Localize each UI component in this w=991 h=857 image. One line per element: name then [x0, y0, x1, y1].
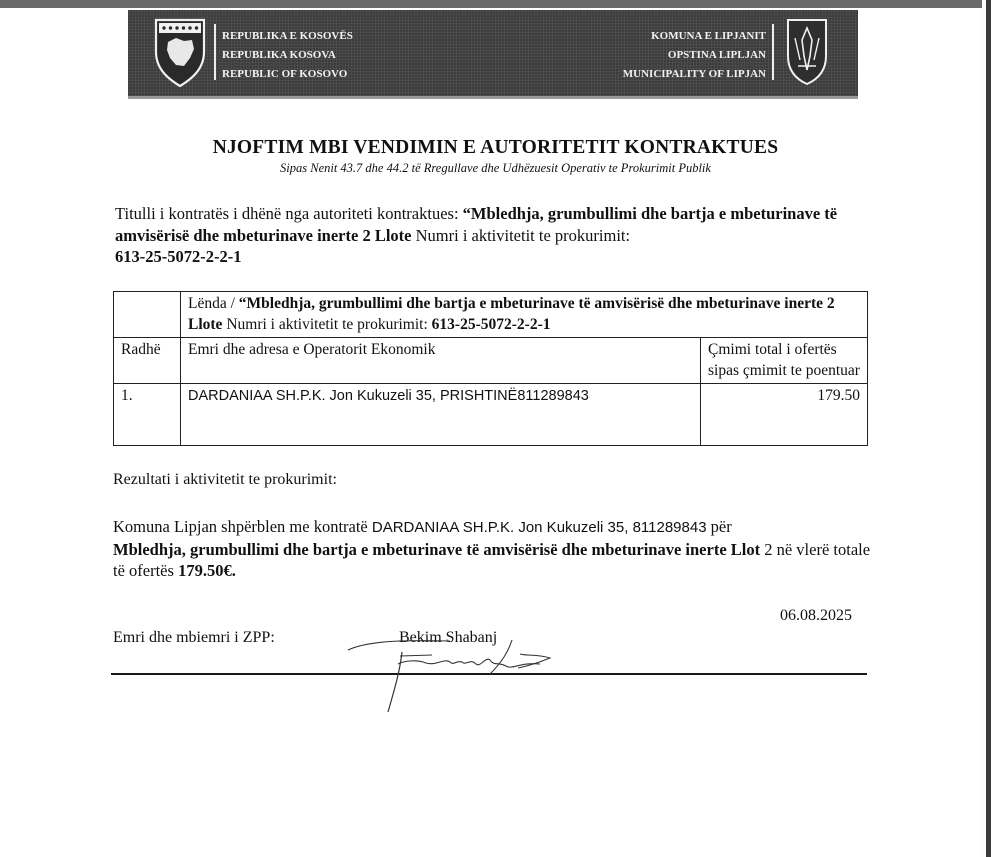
result-operator: DARDANIAA SH.P.K. Jon Kukuzeli 35, 811289843 [371, 519, 707, 536]
municipality-name-english: MUNICIPALITY OF LIPJAN [622, 68, 766, 80]
row-price: 179.50 [701, 384, 868, 446]
table-subject-cell [181, 292, 868, 338]
zpp-name-label: Emri dhe mbiemri i ZPP: [113, 629, 275, 646]
document-subtitle: Sipas Nenit 43.7 dhe 44.2 të Rregullave dhe Udhëzuesit Operativ te Prokurimit Publik [280, 161, 711, 175]
banner-divider-left [214, 24, 216, 80]
republic-name-albanian: REPUBLIKA E KOSOVËS [222, 30, 353, 42]
activity-number: 613-25-5072-2-2-1 [115, 247, 242, 266]
lipjan-municipality-emblem-icon [784, 16, 830, 86]
municipality-name-albanian: KOMUNA E LIPJANIT [651, 30, 766, 42]
municipality-name-block [623, 27, 766, 84]
result-contract-title: Mbledhja, grumbullimi dhe bartja e mbeturinave të amvisërisë dhe mbeturinave inerte Llot [113, 539, 761, 559]
row-rank: 1. [114, 384, 181, 446]
result-part-1: Komuna Lipjan shpërblen me kontratë [113, 517, 372, 536]
letterhead-banner [128, 10, 858, 99]
viewer-right-edge [986, 0, 991, 857]
subject-title: “Mbledhja, grumbullimi dhe bartja e mbeturinave të amvisërisë dhe mbeturinave inerte 2 Llote [188, 295, 835, 333]
offers-table [113, 291, 868, 446]
contract-title: “Mbledhja, grumbullimi dhe bartja e mbeturinave të amvisërisë dhe mbeturinave inerte 2 Llote [115, 204, 838, 245]
republic-name-block [222, 27, 353, 84]
result-paragraph [113, 516, 873, 582]
republic-name-english: REPUBLIC OF KOSOVO [222, 68, 348, 80]
activity-number-label: Numri i aktivitetit te prokurimit: [411, 225, 631, 245]
zpp-name: Bekim Shabanj [399, 629, 498, 646]
subject-activity-number: 613-25-5072-2-2-1 [431, 315, 551, 333]
subject-prefix: Lënda / [188, 295, 239, 312]
republic-name-serbian: REPUBLIKA KOSOVA [222, 49, 336, 61]
contract-title-prefix: Titulli i kontratës i dhënë nga autoriteti kontraktues: [115, 204, 463, 223]
banner-divider-right [772, 24, 774, 80]
document-date: 06.08.2025 [780, 607, 852, 624]
row-operator: DARDANIAA SH.P.K. Jon Kukuzeli 35, PRISHTINË811289843 [181, 384, 701, 446]
result-part-2: për [706, 517, 732, 536]
viewer-top-bar [0, 0, 991, 8]
header-rank: Radhë [114, 338, 181, 384]
result-part-3: 2 në vlerë totale të ofertës [113, 539, 871, 580]
subject-activity-label: Numri i aktivitetit te prokurimit: [222, 315, 432, 333]
table-header-row [114, 338, 868, 384]
municipality-name-serbian: OPSTINA LIPLJAN [667, 49, 766, 61]
header-operator: Emri dhe adresa e Operatorit Ekonomik [181, 338, 701, 384]
kosovo-coat-of-arms-icon [150, 16, 210, 88]
table-row [114, 384, 868, 446]
handwritten-signature [340, 626, 570, 716]
header-price: Çmimi total i ofertës sipas çmimit te poentuar [701, 338, 868, 384]
table-subject-row [114, 292, 868, 338]
contract-title-paragraph [115, 203, 855, 268]
document-title: NJOFTIM MBI VENDIMIN E AUTORITETIT KONTRAKTUES [212, 137, 779, 158]
result-label: Rezultati i aktivitetit te prokurimit: [113, 471, 337, 488]
result-amount: 179.50€. [178, 561, 236, 580]
table-subject-blank-cell [114, 292, 181, 338]
